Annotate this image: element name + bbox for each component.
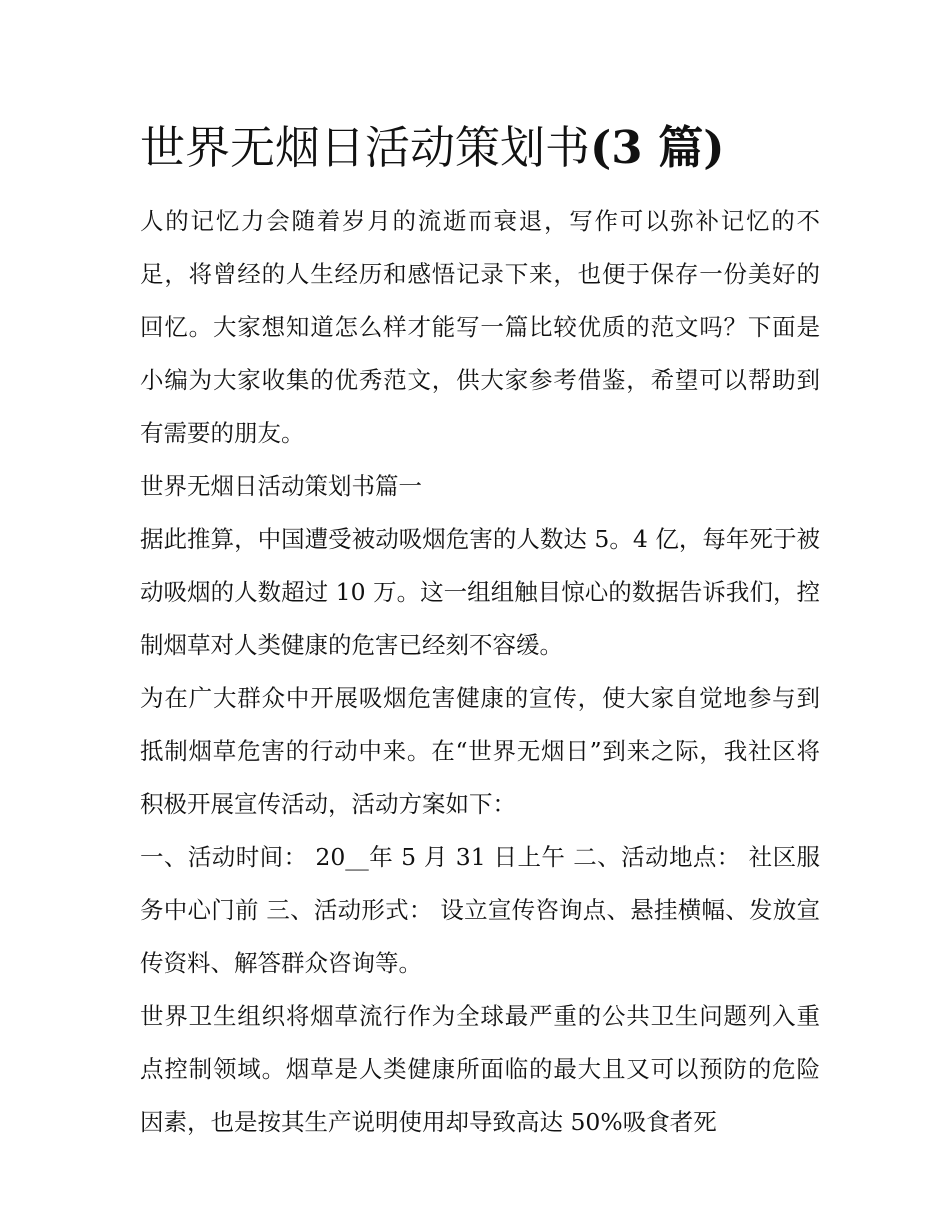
purpose-paragraph: 为在广大群众中开展吸烟危害健康的宣传，使大家自觉地参与到抵制烟草危害的行动中来。在“世界无烟日”到来之际，我社区将积极开展宣传活动，活动方案如下： xyxy=(140,684,820,818)
document-title xyxy=(140,118,820,178)
title-main: 世界无烟日活动策划书 xyxy=(140,121,591,174)
who-paragraph: 世界卫生组织将烟草流行作为全球最严重的公共卫生问题列入重点控制领域。烟草是人类健康所面临的最大且又可以预防的危险因素，也是按其生产说明使用却导致高达 50%吸食者死 xyxy=(140,1002,820,1136)
document-body xyxy=(140,118,820,1149)
section-heading: 世界无烟日活动策划书篇一 xyxy=(140,472,422,500)
intro-paragraph: 人的记忆力会随着岁月的流逝而衰退，写作可以弥补记忆的不足，将曾经的人生经历和感悟记录下来，也便于保存一份美好的回忆。大家想知道怎么样才能写一篇比较优质的范文吗？下面是小编为大家收集的优秀范文，供大家参考借鉴，希望可以帮助到有需要的朋友。 xyxy=(140,207,820,447)
statistics-paragraph: 据此推算，中国遭受被动吸烟危害的人数达 5。4 亿，每年死于被动吸烟的人数超过 10 万。这一组组触目惊心的数据告诉我们，控制烟草对人类健康的危害已经刻不容缓。 xyxy=(140,525,820,659)
title-suffix: (3 篇) xyxy=(590,121,725,174)
activity-plan-paragraph: 一、活动时间： 20__年 5 月 31 日上午 二、活动地点： 社区服务中心门前 三、活动形式： 设立宣传咨询点、悬挂横幅、发放宣传资料、解答群众咨询等。 xyxy=(140,843,820,977)
